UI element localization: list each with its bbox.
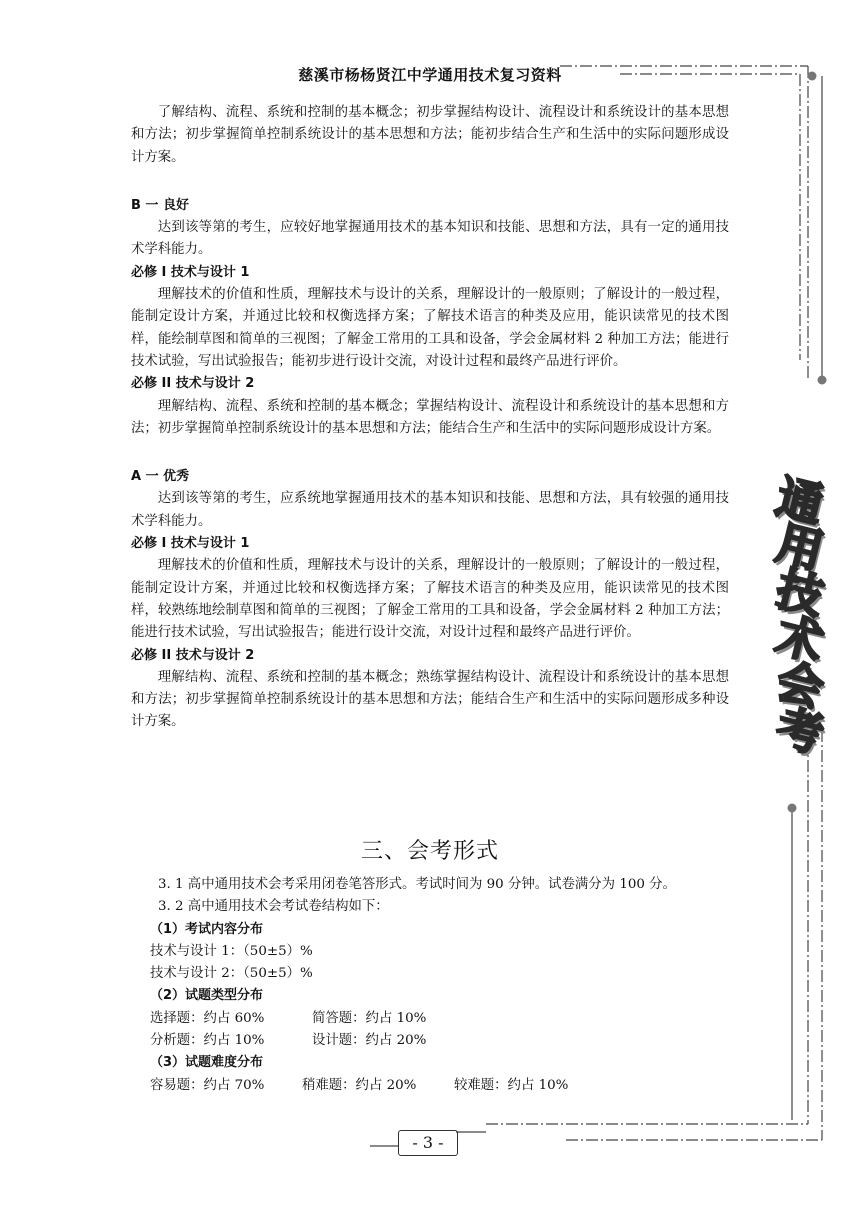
- type-dist-row2: [150, 1030, 750, 1052]
- level-a-heading: A 一 优秀: [131, 469, 190, 485]
- difficulty-dist-heading: （3）试题难度分布: [150, 1055, 264, 1071]
- exam-format: [150, 874, 750, 1097]
- level-a-module1-heading: 必修 I 技术与设计 1: [131, 536, 250, 552]
- side-title-char: 术: [771, 607, 829, 671]
- difficulty-hard: 较难题：约占 10%: [454, 1077, 569, 1093]
- side-title-char: 技: [771, 561, 829, 625]
- type-analysis: 分析题：约占 10%: [150, 1033, 265, 1049]
- difficulty-medium: 稍难题：约占 20%: [302, 1077, 417, 1093]
- level-b-heading: B 一 良好: [131, 197, 189, 213]
- level-b-module1-text: 理解技术的价值和性质，理解技术与设计的关系，理解设计的一般原则；了解设计的一般过程，能制定设计方案，并通过比较和权衡选择方案；了解技术语言的种类及应用，能识读常见的技术图样，能绘制草图和简单的三视图；了解金工常用的工具和设备，学会金属材料 2 种加工方法；能进行技术试验，写出试验报告；能初步进行设计交流，对设计过程和最终产品进行评价。: [131, 287, 729, 369]
- side-title-char: 会: [771, 653, 829, 717]
- spacer: [131, 169, 729, 195]
- side-title-char: 通: [771, 469, 829, 533]
- exam-item-3-2: 3. 2 高中通用技术会考试卷结构如下：: [158, 899, 389, 915]
- side-vertical-title: [770, 469, 830, 763]
- level-a-summary: 达到该等第的考生，应系统地掌握通用技术的基本知识和技能、思想和方法，具有较强的通用技术学科能力。: [131, 491, 729, 529]
- side-title-char: 用: [771, 515, 829, 579]
- section3-title: 三、会考形式: [360, 839, 499, 864]
- level-b-module1-heading: 必修 I 技术与设计 1: [131, 264, 250, 280]
- type-dist-heading: （2）试题类型分布: [150, 988, 264, 1004]
- page-number: - 3 -: [398, 1130, 458, 1156]
- spacer: [131, 440, 729, 466]
- side-title-char: 考: [771, 699, 829, 763]
- type-choice: 选择题：约占 60%: [150, 1010, 265, 1026]
- intro-paragraph: 了解结构、流程、系统和控制的基本概念；初步掌握结构设计、流程设计和系统设计的基本思想和方法；初步掌握简单控制系统设计的基本思想和方法；能初步结合生产和生活中的实际问题形成设计方案。: [131, 105, 729, 165]
- level-a-module2-heading: 必修 II 技术与设计 2: [131, 647, 255, 663]
- content-dist-line2: 技术与设计 2：（50±5）%: [150, 966, 313, 982]
- level-b-module2-heading: 必修 II 技术与设计 2: [131, 376, 255, 392]
- level-b-module2-text: 理解结构、流程、系统和控制的基本概念；掌握结构设计、流程设计和系统设计的基本思想和方法；初步掌握简单控制系统设计的基本思想和方法；能结合生产和生活中的实际问题形成设计方案。: [131, 398, 729, 436]
- type-short-answer: 简答题：约占 10%: [312, 1010, 427, 1026]
- level-a-module2-text: 理解结构、流程、系统和控制的基本概念；熟练掌握结构设计、流程设计和系统设计的基本思想和方法；初步掌握简单控制系统设计的基本思想和方法；能结合生产和生活中的实际问题形成多种设计方案。: [131, 669, 729, 730]
- main-content: [131, 102, 729, 734]
- type-dist-row1: [150, 1008, 750, 1030]
- header-title: 慈溪市杨杨贤江中学通用技术复习资料: [298, 66, 562, 84]
- type-design: 设计题：约占 20%: [312, 1033, 427, 1049]
- content-dist-line1: 技术与设计 1：（50±5）%: [150, 943, 313, 959]
- level-a-module1-text: 理解技术的价值和性质，理解技术与设计的关系，理解设计的一般原则；了解设计的一般过程，能制定设计方案，并通过比较和权衡选择方案；了解技术语言的种类及应用，能识读常见的技术图样，较熟练地绘制草图和简单的三视图；了解金工常用的工具和设备，学会金属材料 2 种加工方法；能进行技术试验，写出试验报告；能进行设计交流，对设计过程和最终产品进行评价。: [131, 558, 729, 641]
- difficulty-dist-row: [150, 1075, 750, 1097]
- exam-item-3-1: 3. 1 高中通用技术会考采用闭卷笔答形式。考试时间为 90 分钟。试卷满分为 100 分。: [158, 877, 676, 892]
- content-dist-heading: （1）考试内容分布: [150, 921, 264, 937]
- difficulty-easy: 容易题：约占 70%: [150, 1077, 265, 1093]
- level-b-summary: 达到该等第的考生，应较好地掌握通用技术的基本知识和技能、思想和方法，具有一定的通用技术学科能力。: [131, 220, 729, 258]
